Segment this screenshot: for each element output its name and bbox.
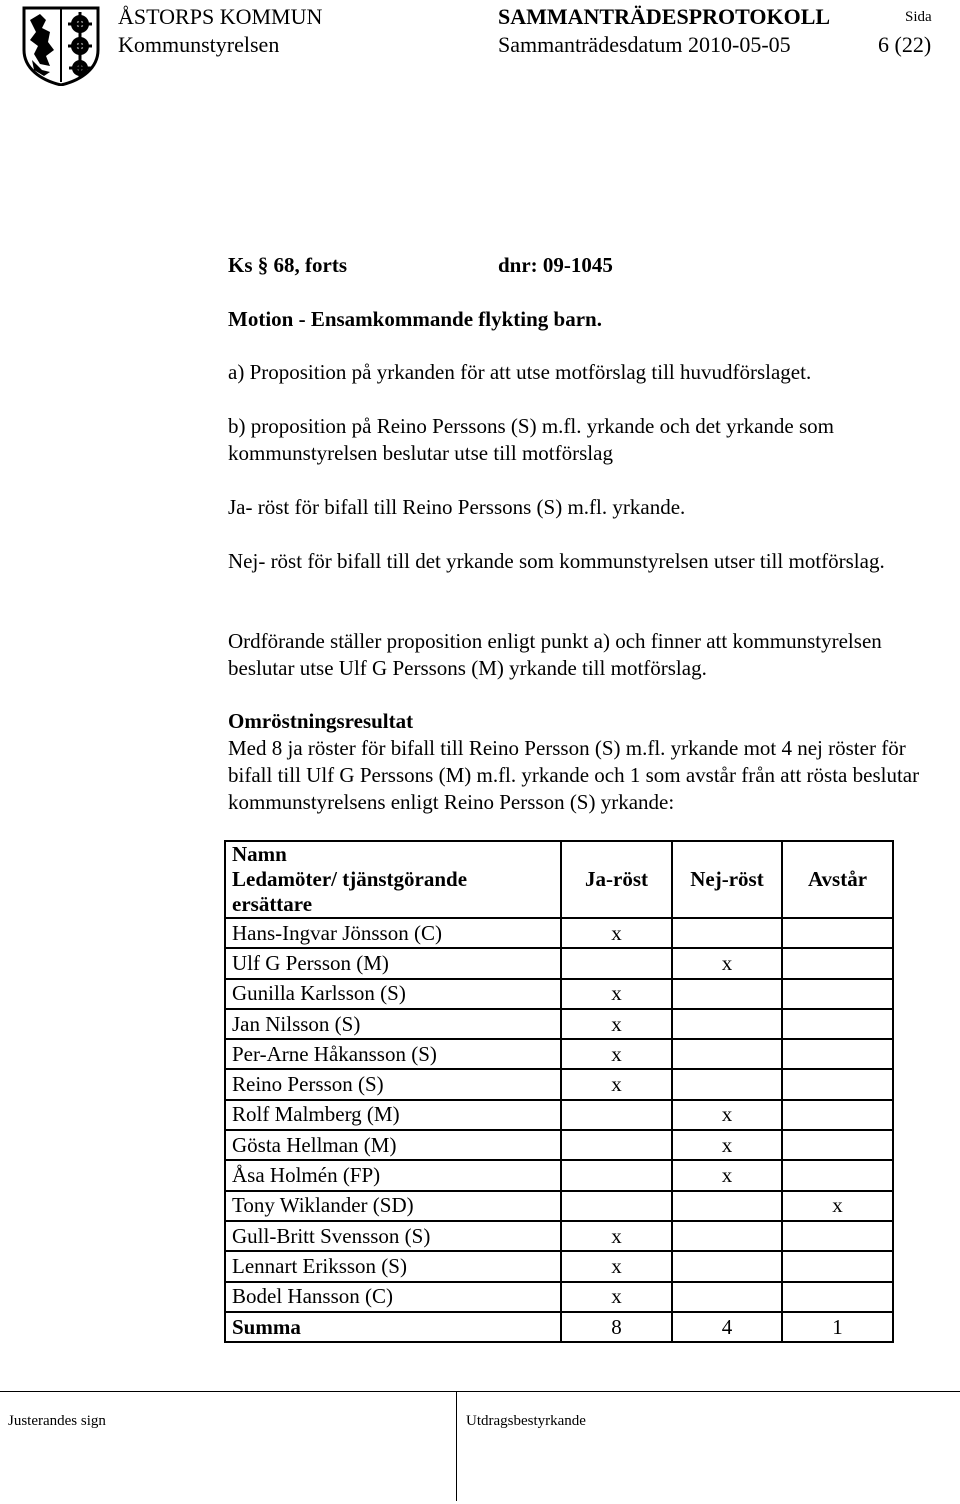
- result-heading: Omröstningsresultat: [228, 709, 414, 733]
- table-row: [225, 1009, 893, 1039]
- nej-vote: [672, 918, 782, 948]
- header-nej: Nej-röst: [672, 841, 782, 918]
- member-name: Gunilla Karlsson (S): [225, 979, 561, 1009]
- avstar-vote: [782, 1009, 893, 1039]
- nej-rost-definition: Nej- röst för bifall till det yrkande som kommunstyrelsen utser till motförslag.: [228, 549, 885, 573]
- ja-vote: x: [561, 1039, 672, 1069]
- meeting-date: Sammanträdesdatum 2010-05-05: [498, 32, 791, 57]
- table-row: [225, 979, 893, 1009]
- table-row: [225, 1251, 893, 1281]
- avstar-vote: [782, 1282, 893, 1312]
- member-name: Reino Persson (S): [225, 1069, 561, 1099]
- ja-rost-definition: Ja- röst för bifall till Reino Perssons (S) m.fl. yrkande.: [228, 495, 686, 519]
- summary-label: Summa: [225, 1312, 561, 1342]
- table-row: [225, 1160, 893, 1190]
- summary-ja: 8: [561, 1312, 672, 1342]
- page-number: 6 (22): [878, 32, 932, 57]
- summary-row: [225, 1312, 893, 1342]
- member-name: Gösta Hellman (M): [225, 1130, 561, 1160]
- member-name: Bodel Hansson (C): [225, 1282, 561, 1312]
- nej-vote: x: [672, 1100, 782, 1130]
- ja-vote: x: [561, 1009, 672, 1039]
- board-name: Kommunstyrelsen: [118, 32, 280, 57]
- member-name: Gull-Britt Svensson (S): [225, 1221, 561, 1251]
- case-dnr: dnr: 09-1045: [498, 253, 613, 277]
- vote-table: [224, 840, 894, 1343]
- avstar-vote: [782, 1100, 893, 1130]
- member-name: Jan Nilsson (S): [225, 1009, 561, 1039]
- nej-vote: [672, 1221, 782, 1251]
- avstar-vote: x: [782, 1191, 893, 1221]
- motion-title: Motion - Ensamkommande flykting barn.: [228, 307, 602, 331]
- table-row: [225, 1100, 893, 1130]
- avstar-vote: [782, 1069, 893, 1099]
- table-row: [225, 1069, 893, 1099]
- ja-vote: [561, 1191, 672, 1221]
- municipal-coat-of-arms-icon: [20, 6, 102, 86]
- avstar-vote: [782, 1251, 893, 1281]
- member-name: Lennart Eriksson (S): [225, 1251, 561, 1281]
- table-header-row: [225, 841, 893, 918]
- header-namn: Namn: [232, 842, 287, 866]
- ja-vote: [561, 1130, 672, 1160]
- avstar-vote: [782, 1160, 893, 1190]
- nej-vote: x: [672, 948, 782, 978]
- header-avstar: Avstår: [782, 841, 893, 918]
- nej-vote: [672, 1191, 782, 1221]
- utdragsbestyrkande-label: Utdragsbestyrkande: [466, 1413, 586, 1429]
- ja-vote: x: [561, 1251, 672, 1281]
- result-text: Med 8 ja röster för bifall till Reino Persson (S) m.fl. yrkande mot 4 nej röster för bifall till Ulf G Perssons (M) m.fl. yrkande och 1 som avstår från att rösta beslutar kommunstyrelsens enligt Reino Persson (S) yrkande:: [228, 736, 920, 814]
- member-name: Per-Arne Håkansson (S): [225, 1039, 561, 1069]
- organization-name: ÅSTORPS KOMMUN: [118, 4, 323, 29]
- table-row: [225, 1039, 893, 1069]
- table-row: [225, 1130, 893, 1160]
- avstar-vote: [782, 1039, 893, 1069]
- nej-vote: [672, 1069, 782, 1099]
- summary-nej: 4: [672, 1312, 782, 1342]
- nej-vote: [672, 1251, 782, 1281]
- justerandes-sign-label: Justerandes sign: [8, 1413, 106, 1429]
- member-name: Åsa Holmén (FP): [225, 1160, 561, 1190]
- table-row: [225, 1221, 893, 1251]
- ja-vote: x: [561, 918, 672, 948]
- proposition-b: b) proposition på Reino Perssons (S) m.fl. yrkande och det yrkande som kommunstyrelsen beslutar utse till motförslag: [228, 414, 834, 465]
- footer-column-divider: [456, 1391, 457, 1501]
- member-name: Ulf G Persson (M): [225, 948, 561, 978]
- ordforande-statement: Ordförande ställer proposition enligt punkt a) och finner att kommunstyrelsen beslutar utse Ulf G Perssons (M) yrkande till motförslag.: [228, 629, 882, 680]
- header-ja: Ja-röst: [561, 841, 672, 918]
- table-row: [225, 918, 893, 948]
- proposition-a: a) Proposition på yrkanden för att utse motförslag till huvudförslaget.: [228, 360, 812, 384]
- nej-vote: x: [672, 1130, 782, 1160]
- nej-vote: [672, 979, 782, 1009]
- member-name: Tony Wiklander (SD): [225, 1191, 561, 1221]
- footer-divider: [0, 1391, 960, 1392]
- avstar-vote: [782, 979, 893, 1009]
- ja-vote: x: [561, 1282, 672, 1312]
- header-ledamoter: Ledamöter/ tjänstgörande ersättare: [232, 867, 468, 916]
- ja-vote: [561, 1160, 672, 1190]
- ja-vote: x: [561, 979, 672, 1009]
- case-paragraph-number: Ks § 68, forts: [228, 253, 347, 277]
- ja-vote: [561, 948, 672, 978]
- nej-vote: [672, 1009, 782, 1039]
- avstar-vote: [782, 948, 893, 978]
- avstar-vote: [782, 918, 893, 948]
- summary-avstar: 1: [782, 1312, 893, 1342]
- member-name: Rolf Malmberg (M): [225, 1100, 561, 1130]
- nej-vote: x: [672, 1160, 782, 1190]
- nej-vote: [672, 1282, 782, 1312]
- table-row: [225, 1282, 893, 1312]
- avstar-vote: [782, 1221, 893, 1251]
- document-title: SAMMANTRÄDESPROTOKOLL: [498, 4, 831, 29]
- ja-vote: x: [561, 1069, 672, 1099]
- nej-vote: [672, 1039, 782, 1069]
- header-name-cell: [225, 841, 561, 918]
- ja-vote: x: [561, 1221, 672, 1251]
- avstar-vote: [782, 1130, 893, 1160]
- table-row: [225, 948, 893, 978]
- ja-vote: [561, 1100, 672, 1130]
- page-label: Sida: [905, 9, 932, 25]
- member-name: Hans-Ingvar Jönsson (C): [225, 918, 561, 948]
- table-row: [225, 1191, 893, 1221]
